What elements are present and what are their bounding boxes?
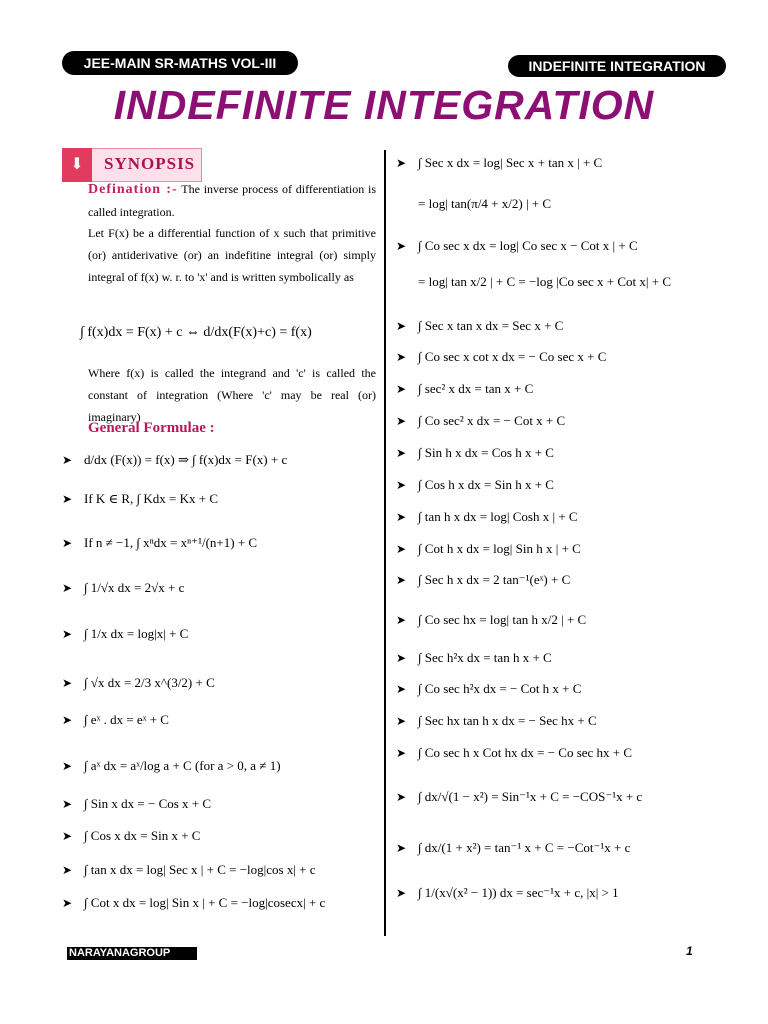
arrow-bullet-icon: ➤ [396, 350, 407, 364]
formula-item: ➤ ∫ tan x dx = log| Sec x | + C = −log|cos x| + c [62, 862, 316, 877]
primitive-paragraph: Let F(x) be a differential function of x such that primitive (or) antiderivative (or) an indefitine integral (or) simply integral of f(x) w. r. to 'x' and is written symbolically as [88, 226, 376, 284]
arrow-bullet-icon: ➤ [62, 627, 73, 641]
formula-item: ➤ ∫ Sin x dx = − Cos x + C [62, 796, 212, 811]
arrow-bullet-icon: ➤ [396, 239, 407, 253]
arrow-bullet-icon: ➤ [62, 492, 73, 506]
formula-item: ➤ ∫ 1/(x√(x² − 1)) dx = sec⁻¹x + c, |x| > 1 [396, 885, 619, 900]
arrow-bullet-icon: ➤ [396, 841, 407, 855]
header-chapter-label: INDEFINITE INTEGRATION [508, 55, 726, 77]
synopsis-label: SYNOPSIS [104, 154, 196, 173]
arrow-bullet-icon: ➤ [396, 510, 407, 524]
formula-item: ➤ ∫ Cos x dx = Sin x + C [62, 828, 201, 843]
arrow-bullet-icon: ➤ [396, 478, 407, 492]
arrow-bullet-icon: ➤ [396, 682, 407, 696]
arrow-bullet-icon: ➤ [396, 613, 407, 627]
formula-item: ➤ ∫ Cot x dx = log| Sin x | + C = −log|cosecx| + c [62, 895, 326, 910]
definition-text: The inverse process of differentiation is called integration. [88, 182, 377, 219]
definition-label: Defination :- [88, 182, 178, 197]
page-title: INDEFINITE INTEGRATION [113, 82, 655, 128]
arrow-bullet-icon: ➤ [62, 536, 73, 550]
column-divider [384, 150, 386, 936]
formula-item: ➤ ∫ Cot h x dx = log| Sin h x | + C [396, 541, 581, 556]
arrow-bullet-icon: ➤ [396, 714, 407, 728]
footer-group-label: NARAYANAGROUP [67, 947, 197, 960]
formula-item: ➤ ∫ 1/√x dx = 2√x + c [62, 580, 185, 595]
header-volume-label: JEE-MAIN SR-MATHS VOL-III [62, 51, 298, 75]
formula-item: ➤ ∫ Sec h²x dx = tan h x + C [396, 650, 552, 665]
formula-item: ➤ ∫ Co sec² x dx = − Cot x + C [396, 413, 566, 428]
formula-item: ➤ ∫ dx/√(1 − x²) = Sin⁻¹x + C = −COS⁻¹x + c [396, 789, 643, 804]
general-formulae-title: General Formulae : [88, 420, 215, 436]
formula-item: ➤ ∫ Co sec x dx = log| Co sec x − Cot x | + C [396, 238, 638, 253]
arrow-bullet-icon: ➤ [396, 446, 407, 460]
formula-item: ➤ If n ≠ −1, ∫ xⁿdx = xⁿ⁺¹/(n+1) + C [62, 535, 258, 550]
arrow-bullet-icon: ➤ [62, 713, 73, 727]
formula-item: ➤ ∫ Co sec h x Cot hx dx = − Co sec hx + C [396, 745, 633, 760]
formula-item: ➤ ∫ Co sec h²x dx = − Cot h x + C [396, 681, 582, 696]
formula-item-continued: = log| tan(π/4 + x/2) | + C [418, 196, 552, 211]
page-number: 1 [686, 944, 693, 958]
formula-item: ➤ ∫ sec² x dx = tan x + C [396, 381, 534, 396]
formula-item: ➤ ∫ Co sec x cot x dx = − Co sec x + C [396, 349, 607, 364]
formula-item: ➤ d/dx (F(x)) = f(x) ⇒ ∫ f(x)dx = F(x) + c [62, 452, 288, 467]
arrow-bullet-icon: ➤ [62, 863, 73, 877]
arrow-bullet-icon: ➤ [396, 886, 407, 900]
arrow-bullet-icon: ➤ [396, 156, 407, 170]
arrow-bullet-icon: ➤ [396, 746, 407, 760]
formula-item: ➤ ∫ dx/(1 + x²) = tan⁻¹ x + C = −Cot⁻¹x + c [396, 840, 631, 855]
arrow-bullet-icon: ➤ [396, 573, 407, 587]
formula-item: ➤ ∫ √x dx = 2/3 x^(3/2) + C [62, 675, 215, 690]
arrow-bullet-icon: ➤ [62, 797, 73, 811]
formula-item: ➤ ∫ aˣ dx = aˣ/log a + C (for a > 0, a ≠ 1) [62, 758, 281, 773]
definition-paragraph [88, 178, 376, 223]
formula-item: ➤ ∫ eˣ . dx = eˣ + C [62, 712, 169, 727]
arrow-down-icon: ⬇ [62, 148, 92, 182]
formula-item: ➤ ∫ 1/x dx = log|x| + C [62, 626, 189, 641]
arrow-bullet-icon: ➤ [62, 453, 73, 467]
arrow-bullet-icon: ➤ [396, 319, 407, 333]
formula-item: ➤ ∫ Sec hx tan h x dx = − Sec hx + C [396, 713, 597, 728]
arrow-bullet-icon: ➤ [62, 896, 73, 910]
formula-item: ➤ ∫ Sin h x dx = Cos h x + C [396, 445, 554, 460]
arrow-bullet-icon: ➤ [62, 676, 73, 690]
formula-item: ➤ ∫ Co sec hx = log| tan h x/2 | + C [396, 612, 587, 627]
main-formula: ∫ f(x)dx = F(x) + c ⇔ d/dx(F(x)+c) = f(x) [80, 325, 312, 340]
arrow-bullet-icon: ➤ [396, 414, 407, 428]
formula-item: ➤ ∫ tan h x dx = log| Cosh x | + C [396, 509, 578, 524]
arrow-bullet-icon: ➤ [396, 542, 407, 556]
formula-item: ➤ ∫ Sec x dx = log| Sec x + tan x | + C [396, 155, 603, 170]
arrow-bullet-icon: ➤ [62, 759, 73, 773]
arrow-bullet-icon: ➤ [396, 382, 407, 396]
formula-item: ➤ ∫ Cos h x dx = Sin h x + C [396, 477, 554, 492]
formula-item-continued: = log| tan x/2 | + C = −log |Co sec x + Cot x| + C [418, 274, 672, 289]
arrow-bullet-icon: ➤ [396, 790, 407, 804]
formula-item: ➤ If K ∈ R, ∫ Kdx = Kx + C [62, 491, 219, 506]
arrow-bullet-icon: ➤ [396, 651, 407, 665]
arrow-bullet-icon: ➤ [62, 581, 73, 595]
integrand-paragraph: Where f(x) is called the integrand and 'c' is called the constant of integration (Where 'c' may be real (or) imaginary) [88, 366, 376, 424]
formula-item: ➤ ∫ Sec h x dx = 2 tan⁻¹(eˣ) + C [396, 572, 571, 587]
formula-item: ➤ ∫ Sec x tan x dx = Sec x + C [396, 318, 564, 333]
arrow-bullet-icon: ➤ [62, 829, 73, 843]
